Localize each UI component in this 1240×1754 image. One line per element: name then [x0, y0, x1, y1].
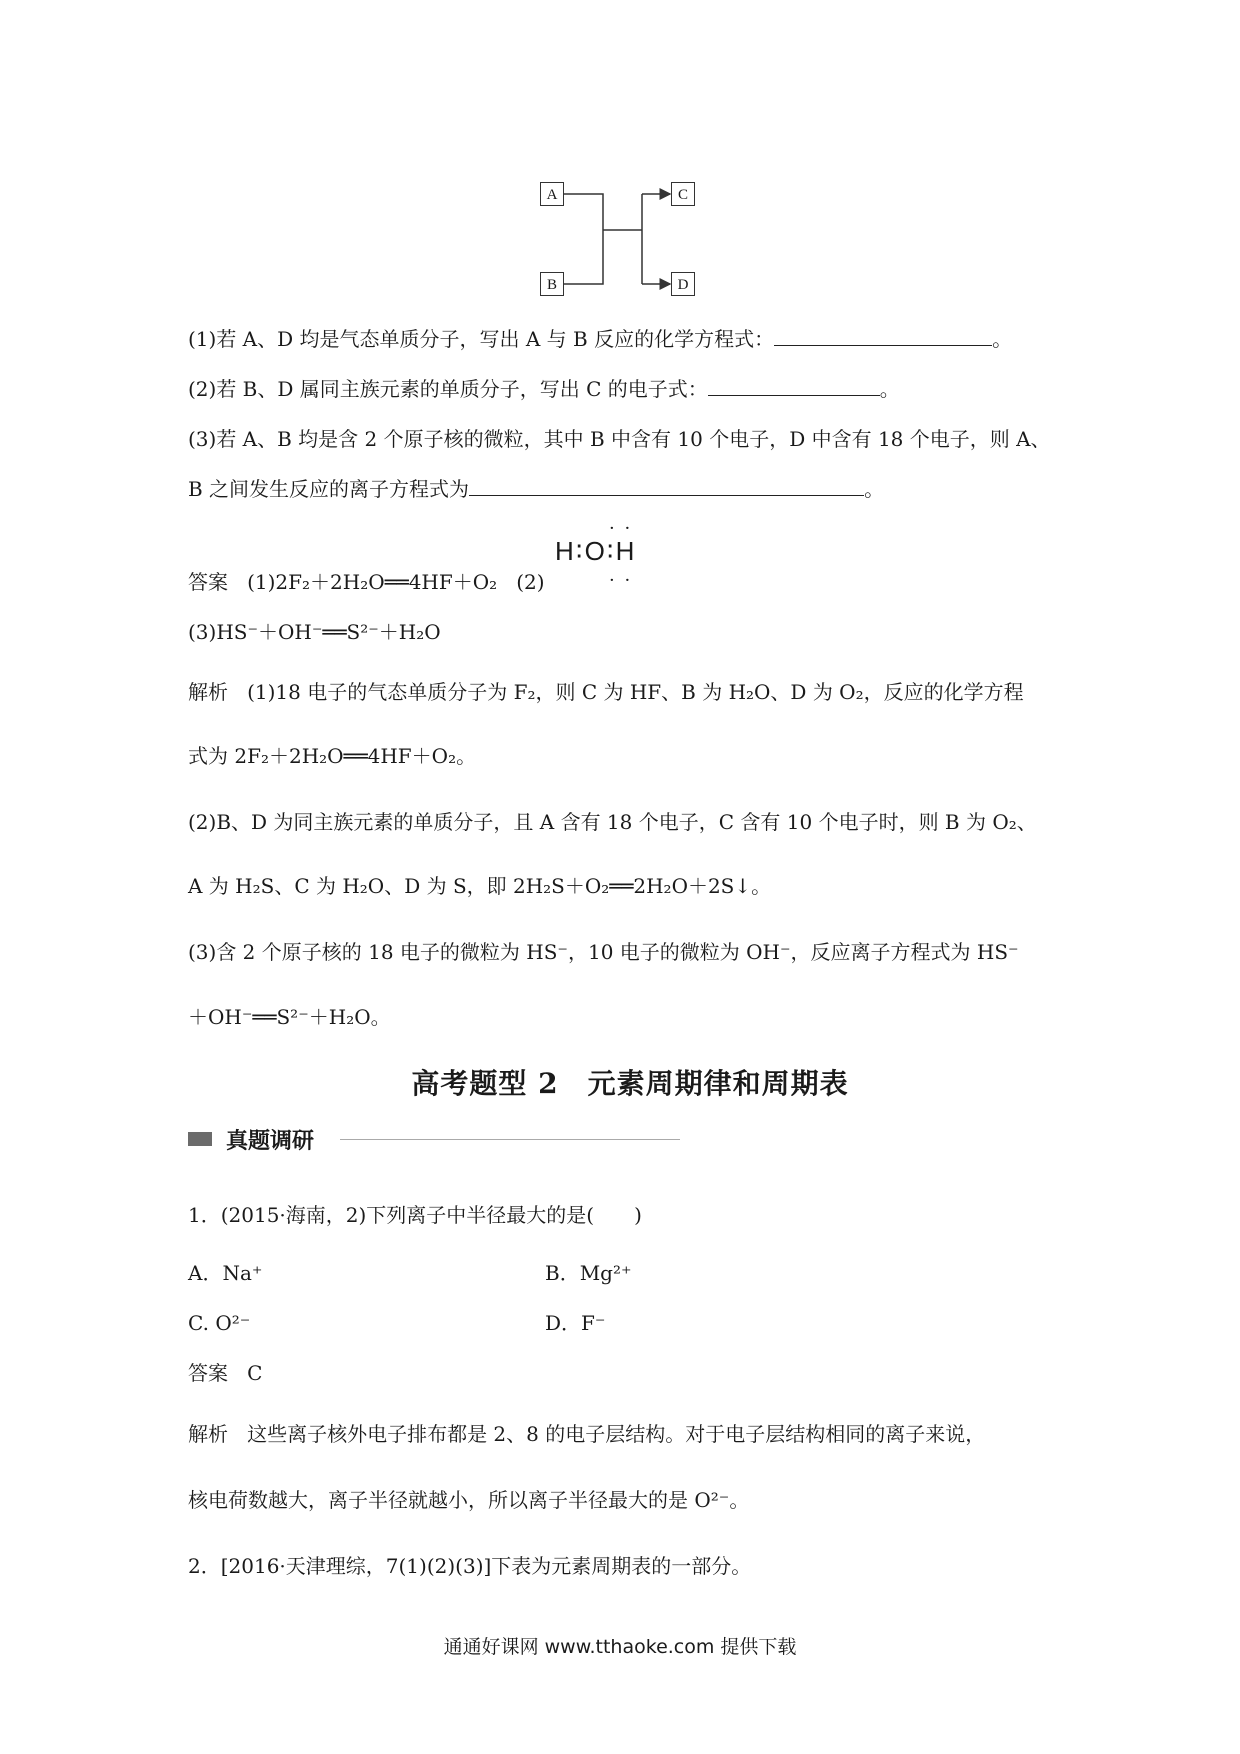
- lewis-atom-h-left: H: [555, 536, 576, 566]
- problem-1-answer-value: C: [247, 1361, 263, 1385]
- analysis-label: 解析: [188, 680, 228, 704]
- lewis-pair-left: ∶: [575, 536, 585, 566]
- section-band: [188, 1124, 688, 1156]
- answer-part-2-label: (2): [516, 570, 545, 594]
- diagram-node-d: D: [671, 272, 695, 296]
- diagram-node-c: C: [671, 182, 695, 206]
- option-b-letter: B．: [545, 1261, 580, 1285]
- option-c-text: O²⁻: [215, 1311, 251, 1335]
- option-d-text: F⁻: [581, 1311, 606, 1335]
- question-3-end: 。: [864, 477, 885, 501]
- question-1-text: (1)若 A、D 均是气态单质分子，写出 A 与 B 反应的化学方程式：: [188, 327, 775, 351]
- lewis-atom-o: O: [584, 536, 607, 566]
- lewis-atom-h-right: H: [615, 536, 637, 566]
- analysis-line-2: 式为 2F₂＋2H₂O══4HF＋O₂。: [188, 744, 477, 768]
- diagram-node-b: B: [540, 272, 564, 296]
- analysis-text-1: (1)18 电子的气态单质分子为 F₂，则 C 为 HF、B 为 H₂O、D 为 O₂，反应的化学方程: [247, 680, 1024, 704]
- problem-1-analysis-label: 解析: [188, 1422, 228, 1446]
- problem-1-option-b: [545, 1259, 632, 1287]
- answer-blank-3: [469, 477, 864, 496]
- section-title: 高考题型 2 元素周期律和周期表: [411, 1067, 849, 1100]
- lewis-pair-right: ∶: [606, 536, 616, 566]
- question-3-text: B 之间发生反应的离子方程式为: [188, 477, 470, 501]
- question-1-end: 。: [992, 327, 1013, 351]
- answer-label: 答案: [188, 570, 228, 594]
- lewis-dots-bottom: · ·: [609, 570, 633, 591]
- lewis-formula: [555, 536, 636, 567]
- problem-1-answer: [188, 1359, 262, 1387]
- answer-part-1: (1)2F₂＋2H₂O══4HF＋O₂: [247, 570, 498, 594]
- problem-1-stem: 1．(2015·海南，2)下列离子中半径最大的是( ): [188, 1203, 642, 1227]
- lewis-dots-top: · ·: [609, 518, 633, 539]
- analysis-line-4: A 为 H₂S、C 为 H₂O、D 为 S，即 2H₂S＋O₂══2H₂O＋2S↓。: [188, 874, 772, 898]
- analysis-line-3: (2)B、D 为同主族元素的单质分子，且 A 含有 18 个电子，C 含有 10 个电子时，则 B 为 O₂、: [188, 810, 1037, 834]
- band-title: 真题调研: [226, 1129, 315, 1154]
- question-3-line-1: (3)若 A、B 均是含 2 个原子核的微粒，其中 B 中含有 10 个电子，D 中含有 18 个电子，则 A、: [188, 427, 1051, 451]
- lewis-structure-h2o: [555, 518, 705, 598]
- question-2: [188, 375, 900, 403]
- problem-1-analysis-line-1: [188, 1420, 985, 1448]
- answer-line-1: [188, 568, 545, 596]
- answer-blank-1: [774, 327, 992, 346]
- analysis-line-6: ＋OH⁻══S²⁻＋H₂O。: [188, 1005, 391, 1029]
- band-rule: [340, 1139, 680, 1140]
- problem-1-analysis-line-2: 核电荷数越大，离子半径就越小，所以离子半径最大的是 O²⁻。: [188, 1488, 750, 1512]
- option-c-letter: C.: [188, 1311, 216, 1335]
- band-marker-icon: [188, 1132, 212, 1146]
- option-a-text: Na⁺: [222, 1261, 263, 1285]
- answer-blank-2: [708, 377, 880, 396]
- answer-line-2: (3)HS⁻＋OH⁻══S²⁻＋H₂O: [188, 620, 441, 644]
- problem-1-option-c: [188, 1309, 250, 1337]
- problem-1-analysis-text-1: 这些离子核外电子排布都是 2、8 的电子层结构。对于电子层结构相同的离子来说，: [247, 1422, 986, 1446]
- analysis-line-5: (3)含 2 个原子核的 18 电子的微粒为 HS⁻，10 电子的微粒为 OH⁻，反应离子方程式为 HS⁻: [188, 940, 1019, 964]
- problem-1-option-d: [545, 1309, 605, 1337]
- page-footer: 通通好课网 www.tthaoke.com 提供下载: [443, 1636, 797, 1658]
- reaction-diagram: [540, 160, 720, 300]
- question-1: [188, 325, 1012, 353]
- question-2-text: (2)若 B、D 属同主族元素的单质分子，写出 C 的电子式：: [188, 377, 708, 401]
- analysis-line-1: [188, 678, 1024, 706]
- diagram-node-a: A: [540, 182, 564, 206]
- question-3-line-2: [188, 475, 884, 503]
- problem-1-option-a: [188, 1259, 262, 1287]
- question-2-end: 。: [879, 377, 900, 401]
- problem-2-stem: 2．[2016·天津理综，7(1)(2)(3)]下表为元素周期表的一部分。: [188, 1554, 752, 1578]
- problem-1-answer-label: 答案: [188, 1361, 228, 1385]
- option-d-letter: D．: [545, 1311, 582, 1335]
- option-b-text: Mg²⁺: [579, 1261, 632, 1285]
- option-a-letter: A．: [188, 1261, 223, 1285]
